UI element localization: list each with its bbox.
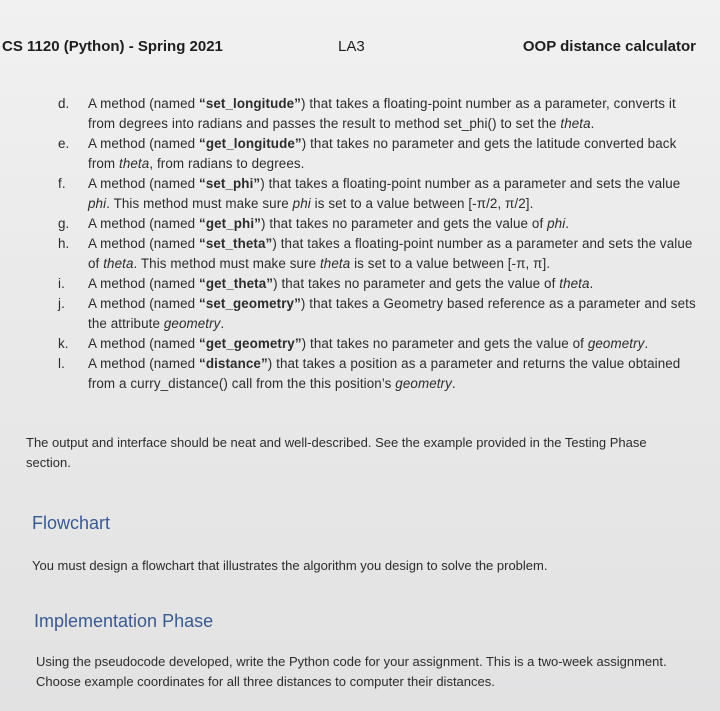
text-run: . This method must make sure — [133, 256, 320, 271]
output-note: The output and interface should be neat and well-described. See the example provided in the Testing Phase section. — [26, 435, 647, 470]
list-marker: i. — [58, 276, 65, 291]
method-list — [58, 94, 698, 394]
text-run: ) that takes no parameter and gets the value of — [260, 216, 548, 231]
method-name: “get_longitude” — [199, 136, 302, 151]
page-header — [0, 38, 720, 60]
text-run: . — [451, 376, 456, 391]
list-marker: g. — [58, 216, 70, 231]
method-name: “set_longitude” — [199, 96, 301, 111]
list-item-text — [88, 294, 698, 334]
text-run: ) that takes no parameter and gets the value of — [273, 276, 560, 291]
course-title: CS 1120 (Python) - Spring 2021 — [2, 38, 223, 55]
method-name: “get_phi” — [199, 216, 261, 231]
text-run: is set to a value between [-π/2, π/2]. — [310, 196, 534, 211]
emphasis: geometry — [163, 316, 221, 331]
method-name: “set_phi” — [199, 176, 261, 191]
text-run: A method (named — [88, 356, 200, 371]
list-marker: d. — [58, 96, 70, 111]
method-name: “set_geometry” — [199, 296, 301, 311]
flowchart-heading: Flowchart — [32, 513, 111, 533]
text-run: . — [589, 276, 594, 291]
text-run: is set to a value between [-π, π]. — [350, 256, 551, 271]
text-run: ) that takes a floating-point number as a parameter and sets the value — [260, 176, 681, 191]
emphasis: theta — [560, 116, 591, 131]
text-run: A method (named — [88, 236, 200, 251]
emphasis: theta — [559, 276, 590, 291]
text-run: . This method must make sure — [106, 196, 293, 211]
text-run: A method (named — [88, 96, 200, 111]
list-item — [58, 174, 698, 214]
emphasis: geometry — [395, 376, 452, 391]
text-run: . — [565, 216, 570, 231]
assignment-topic: OOP distance calculator — [522, 38, 696, 55]
list-marker: k. — [58, 336, 69, 351]
list-item-text — [88, 274, 698, 294]
list-marker: l. — [58, 356, 65, 371]
list-item — [58, 214, 698, 234]
emphasis: phi — [547, 216, 566, 231]
text-run: A method (named — [88, 136, 200, 151]
list-item — [58, 134, 698, 174]
text-run: . — [644, 336, 649, 351]
text-run: ) that takes no parameter and gets the latitude converted back from — [88, 136, 677, 171]
emphasis: theta — [103, 256, 134, 271]
text-run: ) that takes no parameter and gets the value of — [301, 336, 588, 351]
text-run: ) that takes a position as a parameter and returns the value obtained from a curry_distance() call from the this position’s — [88, 356, 681, 391]
list-item — [58, 294, 698, 334]
list-item-text — [88, 334, 698, 354]
text-run: ) that takes a floating-point number as a parameter, converts it from degrees into radians and passes the result to method set_phi() to set the — [88, 96, 676, 131]
method-name: “distance” — [199, 356, 268, 371]
list-item — [58, 94, 698, 134]
list-item — [58, 334, 698, 354]
list-marker: j. — [58, 296, 65, 311]
list-item — [58, 354, 698, 394]
method-name: “get_theta” — [199, 276, 274, 291]
list-item-text — [88, 354, 698, 394]
emphasis: phi — [88, 196, 107, 211]
implementation-heading: Implementation Phase — [34, 611, 214, 631]
list-item — [58, 274, 698, 294]
emphasis: theta — [119, 156, 150, 171]
emphasis: theta — [319, 256, 351, 271]
text-run: ) that takes a Geometry based reference as a parameter and sets the attribute — [88, 296, 696, 331]
emphasis: phi — [292, 196, 311, 211]
emphasis: geometry — [587, 336, 645, 351]
list-marker: f. — [58, 176, 66, 191]
text-run: A method (named — [88, 336, 200, 351]
text-run: , from radians to degrees. — [149, 156, 305, 171]
text-run: . — [590, 116, 595, 131]
list-marker: h. — [58, 236, 70, 251]
list-item-text — [88, 94, 698, 134]
implementation-text: Using the pseudocode developed, write the Python code for your assignment. This is a two-week assignment. Choose example coordinates for all three distances to computer their distances. — [36, 654, 667, 689]
text-run: A method (named — [88, 216, 200, 231]
list-item-text — [88, 174, 698, 214]
method-name: “get_geometry” — [199, 336, 302, 351]
list-item-text — [88, 214, 698, 234]
flowchart-text: You must design a flowchart that illustrates the algorithm you design to solve the problem. — [32, 558, 548, 573]
text-run: A method (named — [88, 176, 200, 191]
list-marker: e. — [58, 136, 70, 151]
list-item — [58, 234, 698, 274]
text-run: . — [220, 316, 225, 331]
text-run: A method (named — [88, 276, 200, 291]
method-name: “set_theta” — [199, 236, 273, 251]
text-run: A method (named — [88, 296, 200, 311]
list-item-text — [88, 234, 698, 274]
text-run: ) that takes a floating-point number as a parameter and sets the value of — [88, 236, 693, 271]
assignment-id: LA3 — [338, 38, 365, 55]
list-item-text — [88, 134, 698, 174]
